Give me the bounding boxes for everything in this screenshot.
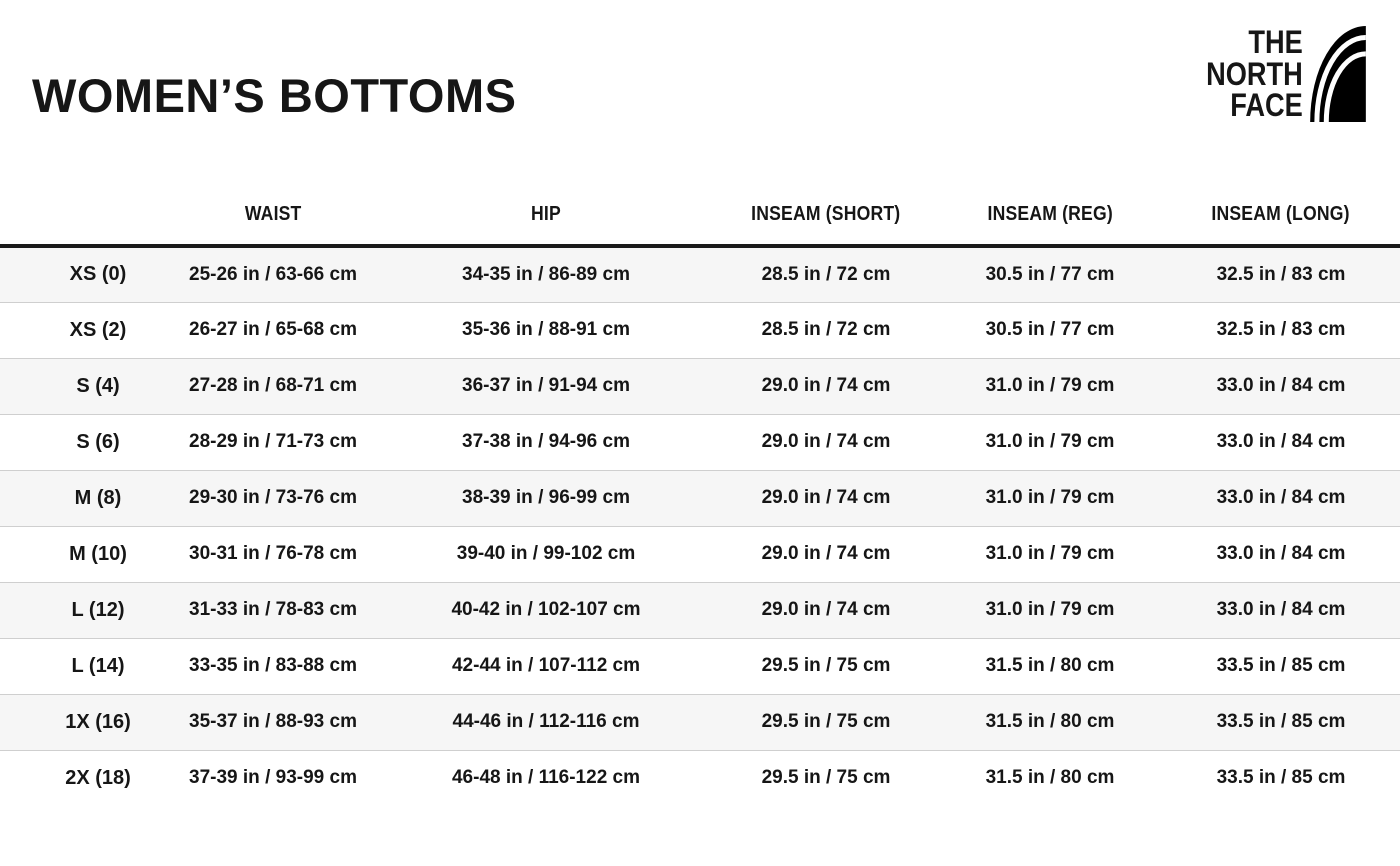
table-cell: 44-46 in / 112-116 cm	[378, 694, 714, 750]
table-cell: 33.5 in / 85 cm	[1162, 638, 1400, 694]
table-cell: 31.0 in / 79 cm	[938, 526, 1162, 582]
table-cell: 33.5 in / 85 cm	[1162, 694, 1400, 750]
table-cell: 29.0 in / 74 cm	[714, 526, 938, 582]
table-cell: 29.0 in / 74 cm	[714, 358, 938, 414]
column-header-size	[0, 163, 168, 246]
size-label: M (8)	[0, 470, 168, 526]
table-cell: 33.0 in / 84 cm	[1162, 526, 1400, 582]
table-cell: 34-35 in / 86-89 cm	[462, 263, 630, 285]
table-cell: 29.0 in / 74 cm	[714, 470, 938, 526]
table-cell: 39-40 in / 99-102 cm	[378, 526, 714, 582]
table-cell: 29.0 in / 74 cm	[714, 582, 938, 638]
size-label: M (10)	[0, 526, 168, 582]
table-row	[0, 750, 1400, 806]
table-cell: 29.5 in / 75 cm	[714, 638, 938, 694]
size-label: 1X (16)	[0, 694, 168, 750]
column-header-hip: HIP	[378, 163, 714, 246]
table-row	[0, 414, 1400, 470]
table-cell: 35-36 in / 88-91 cm	[378, 302, 714, 358]
size-label: S (4)	[0, 358, 168, 414]
table-cell: 38-39 in / 96-99 cm	[378, 470, 714, 526]
table-cell: 25-26 in / 63-66 cm	[189, 263, 357, 285]
logo-line-the: THE	[1248, 24, 1303, 60]
table-body	[0, 246, 1400, 806]
table-cell: 33.0 in / 84 cm	[1162, 414, 1400, 470]
table-cell: 31.0 in / 79 cm	[938, 470, 1162, 526]
table-row	[0, 302, 1400, 358]
table-cell: 30-31 in / 76-78 cm	[168, 526, 378, 582]
table-cell: 31.5 in / 80 cm	[938, 750, 1162, 806]
size-label: L (14)	[0, 638, 168, 694]
table-cell: 33.0 in / 84 cm	[1162, 358, 1400, 414]
column-header-waist: WAIST	[168, 163, 378, 246]
page-title: WOMEN’S BOTTOMS	[32, 69, 517, 122]
table-cell: 29-30 in / 73-76 cm	[168, 470, 378, 526]
size-label: L (12)	[0, 582, 168, 638]
column-header-inseam-long: INSEAM (LONG)	[1162, 163, 1400, 246]
north-face-logo	[1189, 26, 1366, 122]
logo-line-face: FACE	[1230, 87, 1303, 124]
half-dome-icon	[1310, 26, 1366, 122]
table-cell: 32.5 in / 83 cm	[1216, 263, 1346, 285]
table-cell: 27-28 in / 68-71 cm	[168, 358, 378, 414]
table-cell: 30.5 in / 77 cm	[985, 263, 1115, 285]
column-header-inseam-short: INSEAM (SHORT)	[714, 163, 938, 246]
table-cell: 29.5 in / 75 cm	[714, 750, 938, 806]
table-cell: 29.0 in / 74 cm	[714, 414, 938, 470]
table-row	[0, 694, 1400, 750]
size-label: S (6)	[0, 414, 168, 470]
table-cell: 28.5 in / 72 cm	[761, 263, 891, 285]
table-row	[0, 582, 1400, 638]
table-row	[0, 470, 1400, 526]
table-cell: 29.5 in / 75 cm	[714, 694, 938, 750]
table-cell: 33.0 in / 84 cm	[1162, 582, 1400, 638]
table-row	[0, 526, 1400, 582]
table-cell: 33-35 in / 83-88 cm	[168, 638, 378, 694]
table-cell: 42-44 in / 107-112 cm	[378, 638, 714, 694]
table-cell: 33.0 in / 84 cm	[1162, 470, 1400, 526]
size-label: XS (0)	[69, 263, 127, 286]
table-cell: 36-37 in / 91-94 cm	[378, 358, 714, 414]
column-header-inseam-reg: INSEAM (REG)	[938, 163, 1162, 246]
table-row	[0, 358, 1400, 414]
table-cell: 37-39 in / 93-99 cm	[168, 750, 378, 806]
table-cell: 31.5 in / 80 cm	[938, 638, 1162, 694]
table-row	[0, 246, 1400, 302]
table-cell: 28-29 in / 71-73 cm	[168, 414, 378, 470]
table-cell: 28.5 in / 72 cm	[714, 302, 938, 358]
table-cell: 33.5 in / 85 cm	[1162, 750, 1400, 806]
table-cell: 31.0 in / 79 cm	[938, 582, 1162, 638]
table-cell: 30.5 in / 77 cm	[938, 302, 1162, 358]
logo-line-north: NORTH	[1206, 55, 1303, 92]
table-cell: 46-48 in / 116-122 cm	[378, 750, 714, 806]
table-cell: 31.0 in / 79 cm	[938, 358, 1162, 414]
table-cell: 32.5 in / 83 cm	[1162, 302, 1400, 358]
north-face-wordmark	[1206, 24, 1303, 124]
page-header	[0, 0, 1400, 123]
size-chart-table	[0, 163, 1400, 806]
size-chart	[0, 163, 1400, 806]
table-row	[0, 638, 1400, 694]
table-header-row	[0, 163, 1400, 246]
table-cell: 31.5 in / 80 cm	[938, 694, 1162, 750]
table-cell: 40-42 in / 102-107 cm	[378, 582, 714, 638]
table-cell: 37-38 in / 94-96 cm	[378, 414, 714, 470]
table-cell: 31-33 in / 78-83 cm	[168, 582, 378, 638]
table-cell: 26-27 in / 65-68 cm	[168, 302, 378, 358]
table-cell: 35-37 in / 88-93 cm	[168, 694, 378, 750]
size-label: 2X (18)	[0, 750, 168, 806]
table-cell: 31.0 in / 79 cm	[938, 414, 1162, 470]
size-label: XS (2)	[0, 302, 168, 358]
